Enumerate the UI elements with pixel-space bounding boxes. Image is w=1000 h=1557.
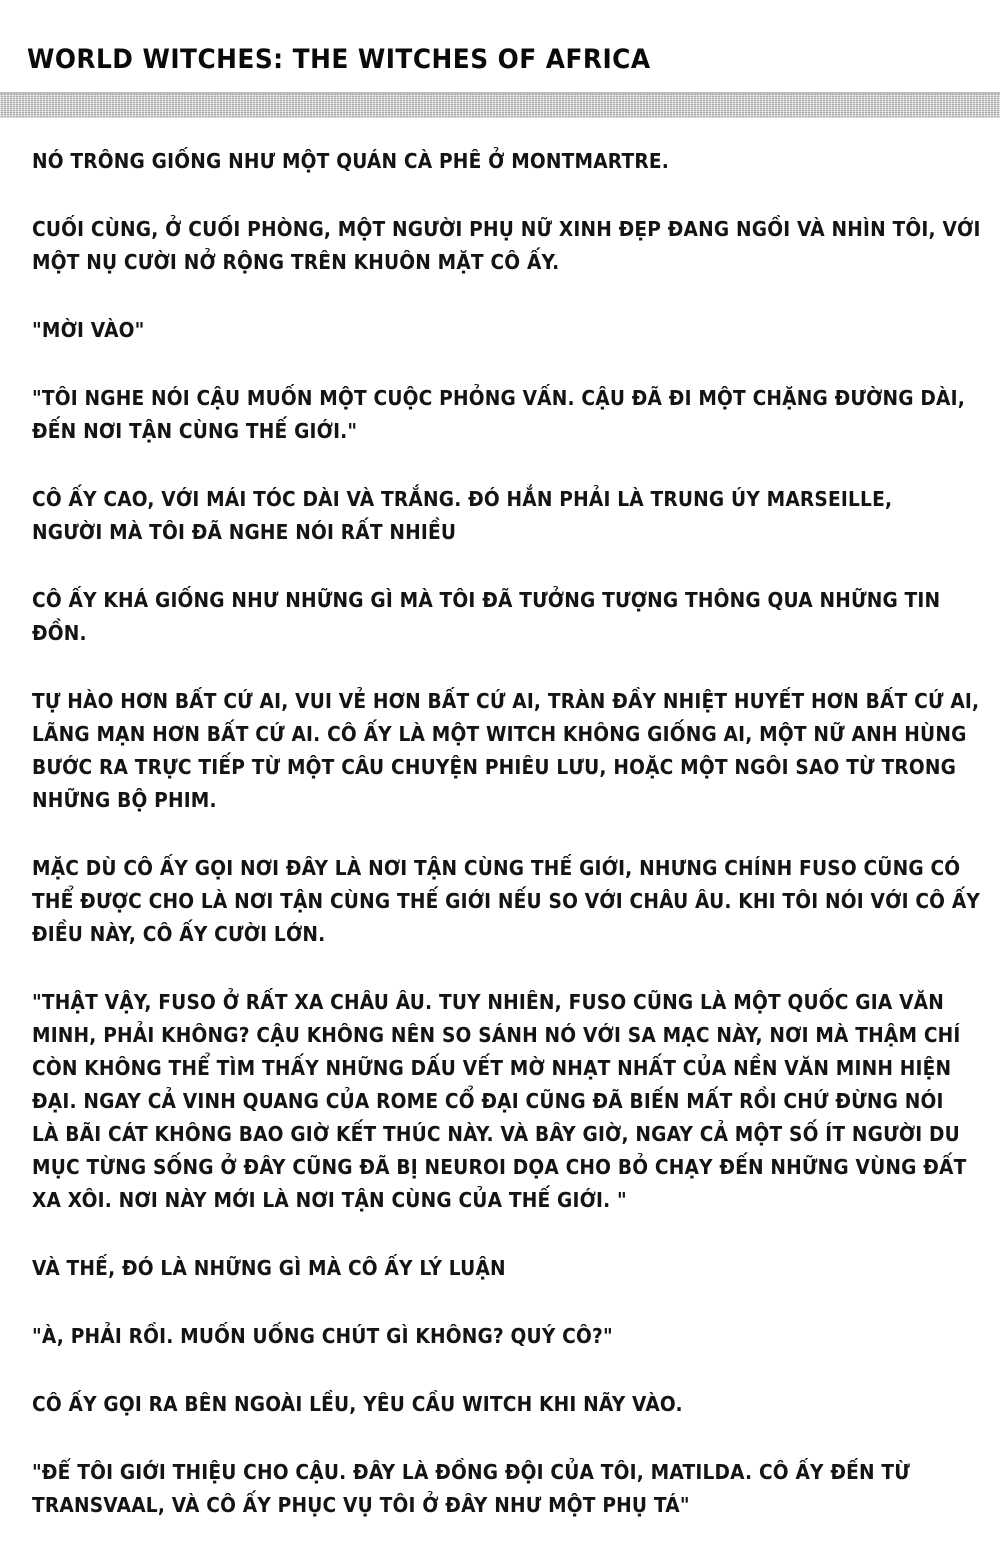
paragraph: CUỐI CÙNG, Ở CUỐI PHÒNG, MỘT NGƯỜI PHỤ NỮ XINH ĐẸP ĐANG NGỒI VÀ NHÌN TÔI, VỚI MỘT NỤ CƯỜI NỞ RỘNG TRÊN KHUÔN MẶT CÔ ẤY.: [32, 217, 981, 274]
paragraph: VÀ THẾ, ĐÓ LÀ NHỮNG GÌ MÀ CÔ ẤY LÝ LUẬN: [32, 1256, 506, 1280]
text-body: [32, 145, 982, 1557]
paragraph: CÔ ẤY KHÁ GIỐNG NHƯ NHỮNG GÌ MÀ TÔI ĐÃ TƯỞNG TƯỢNG THÔNG QUA NHỮNG TIN ĐỒN.: [32, 588, 941, 645]
page-title: WORLD WITCHES: THE WITCHES OF AFRICA: [27, 44, 651, 75]
paragraph: TỰ HÀO HƠN BẤT CỨ AI, VUI VẺ HƠN BẤT CỨ AI, TRÀN ĐẦY NHIỆT HUYẾT HƠN BẤT CỨ AI, LÃNG MẠN HƠN BẤT CỨ AI. CÔ ẤY LÀ MỘT WITCH KHÔNG GIỐNG AI, MỘT NỮ ANH HÙNG BƯỚC RA TRỰC TIẾP TỪ MỘT CÂU CHUYỆN PHIÊU LƯU, HOẶC MỘT NGÔI SAO TỪ TRONG NHỮNG BỘ PHIM.: [32, 689, 980, 812]
page-header: [0, 0, 1000, 120]
paragraph: CÔ ẤY GỌI RA BÊN NGOÀI LỀU, YÊU CẦU WITCH KHI NÃY VÀO.: [32, 1392, 683, 1416]
paragraph: "THẬT VẬY, FUSO Ở RẤT XA CHÂU ÂU. TUY NHIÊN, FUSO CŨNG LÀ MỘT QUỐC GIA VĂN MINH, PHẢI KHÔNG? CẬU KHÔNG NÊN SO SÁNH NÓ VỚI SA MẠC NÀY, NƠI MÀ THẬM CHÍ CÒN KHÔNG THỂ TÌM THẤY NHỮNG DẤU VẾT MỜ NHẠT NHẤT CỦA NỀN VĂN MINH HIỆN ĐẠI. NGAY CẢ VINH QUANG CỦA ROME CỔ ĐẠI CŨNG ĐÃ BIẾN MẤT RỒI CHỨ ĐỪNG NÓI LÀ BÃI CÁT KHÔNG BAO GIỜ KẾT THÚC NÀY. VÀ BÂY GIỜ, NGAY CẢ MỘT SỐ ÍT NGƯỜI DU MỤC TỪNG SỐNG Ở ĐÂY CŨNG ĐÃ BỊ NEUROI DỌA CHO BỎ CHẠY ĐẾN NHỮNG VÙNG ĐẤT XA XÔI. NƠI NÀY MỚI LÀ NƠI TẬN CÙNG CỦA THẾ GIỚI. ": [32, 990, 967, 1212]
paragraph: "TÔI NGHE NÓI CẬU MUỐN MỘT CUỘC PHỎNG VẤN. CẬU ĐÃ ĐI MỘT CHẶNG ĐƯỜNG DÀI, ĐẾN NƠI TẬN CÙNG THẾ GIỚI.": [32, 386, 965, 443]
paragraph: MẶC DÙ CÔ ẤY GỌI NƠI ĐÂY LÀ NƠI TẬN CÙNG THẾ GIỚI, NHƯNG CHÍNH FUSO CŨNG CÓ THỂ ĐƯỢC CHO LÀ NƠI TẬN CÙNG THẾ GIỚI NẾU SO VỚI CHÂU ÂU. KHI TÔI NÓI VỚI CÔ ẤY ĐIỀU NÀY, CÔ ẤY CƯỜI LỚN.: [32, 856, 981, 946]
paragraph: NÓ TRÔNG GIỐNG NHƯ MỘT QUÁN CÀ PHÊ Ở MONTMARTRE.: [32, 149, 670, 173]
header-divider: [0, 92, 1000, 118]
paragraph: "À, PHẢI RỒI. MUỐN UỐNG CHÚT GÌ KHÔNG? QUÝ CÔ?": [32, 1324, 613, 1348]
paragraph: "ĐỂ TÔI GIỚI THIỆU CHO CẬU. ĐÂY LÀ ĐỒNG ĐỘI CỦA TÔI, MATILDA. CÔ ẤY ĐẾN TỪ TRANSVAAL, VÀ CÔ ẤY PHỤC VỤ TÔI Ở ĐÂY NHƯ MỘT PHỤ TÁ": [32, 1460, 911, 1517]
paragraph: CÔ ẤY CAO, VỚI MÁI TÓC DÀI VÀ TRẮNG. ĐÓ HẲN PHẢI LÀ TRUNG ÚY MARSEILLE, NGƯỜI MÀ TÔI ĐÃ NGHE NÓI RẤT NHIỀU: [32, 487, 893, 544]
paragraph: "MỜI VÀO": [32, 318, 145, 342]
